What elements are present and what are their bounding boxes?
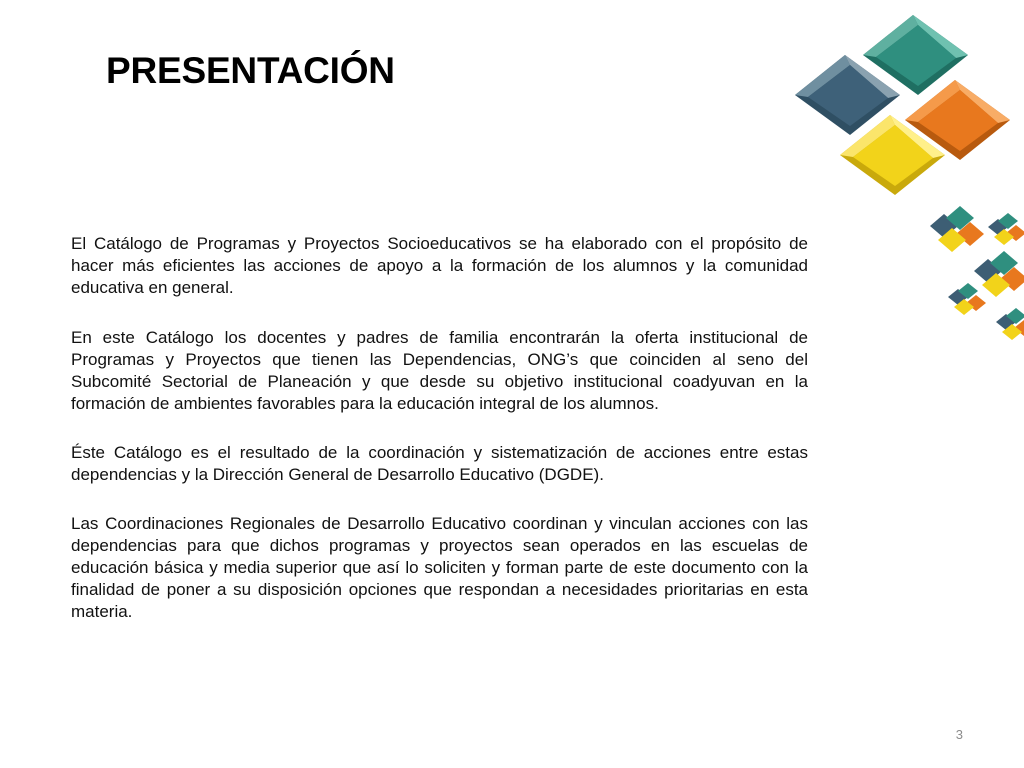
paragraph-2: En este Catálogo los docentes y padres de familia encontrarán la oferta institucional de Programas y Proyectos que tienen las Dependencias, ONG’s que coinciden al seno del Subcomité Sectorial de Planeación y que desde su objetivo institucional coadyuvan en la formación de ambientes favorables para la educación integral de los alumnos.	[71, 328, 808, 413]
page-number: 3	[955, 727, 963, 742]
small-cluster-2	[988, 213, 1024, 245]
small-cluster-1	[930, 206, 984, 252]
paragraph-1: El Catálogo de Programas y Proyectos Socioeducativos se ha elaborado con el propósito de hacer más eficientes las acciones de apoyo a la formación de los alumnos y la comunidad educativa en general.	[71, 234, 808, 297]
paragraph-4: Las Coordinaciones Regionales de Desarrollo Educativo coordinan y vinculan acciones con las dependencias para que dichos programas y proyectos sean operados en las escuelas de educación básica y media superior que así lo soliciten y forman parte de este documento con la finalidad de poner a su disposición opciones que respondan a necesidades prioritarias en esta materia.	[71, 514, 808, 621]
small-cluster-3	[974, 251, 1024, 297]
slide-body	[71, 233, 808, 650]
paragraph-3: Éste Catálogo es el resultado de la coordinación y sistematización de acciones entre estas dependencias y la Dirección General de Desarrollo Educativo (DGDE).	[71, 443, 808, 484]
slide-title: PRESENTACIÓN	[106, 50, 395, 91]
small-cluster-5	[996, 308, 1024, 340]
small-cluster-4	[948, 283, 986, 315]
decorative-diamonds-icon	[790, 10, 1024, 345]
